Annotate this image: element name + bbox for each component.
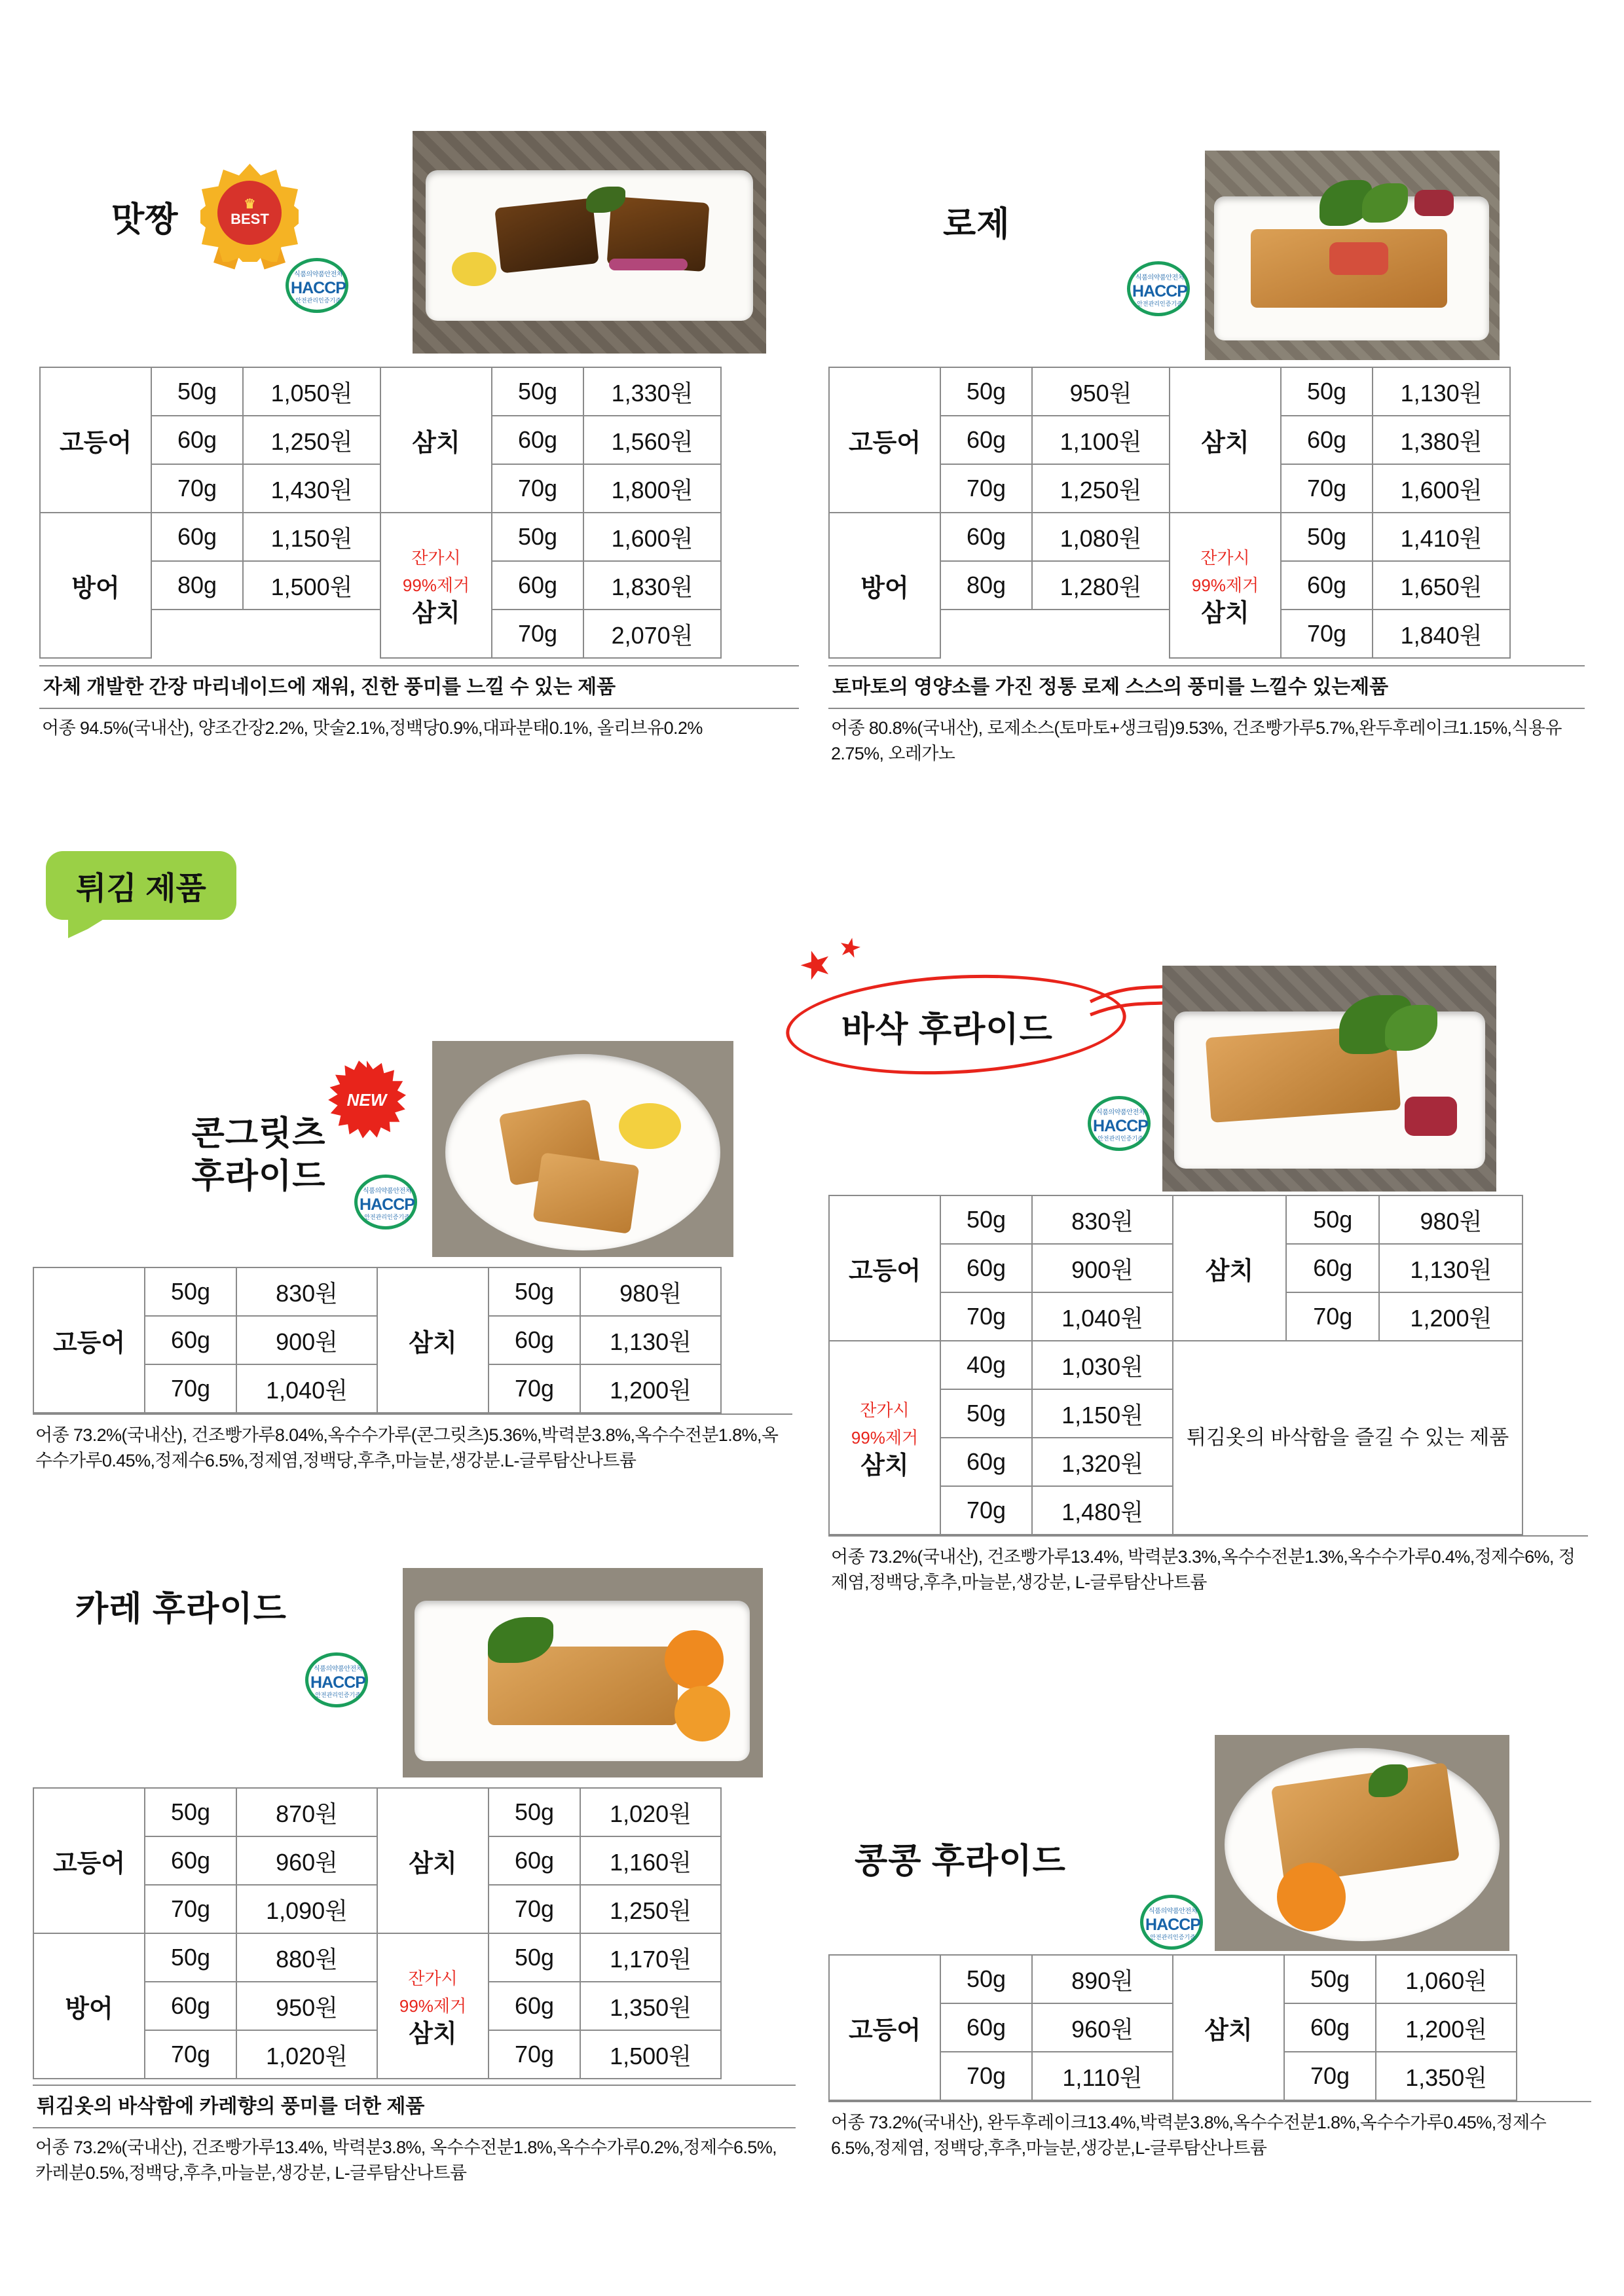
rose-cutlet-plate-photo [1205, 151, 1500, 360]
price-table: 고등어 50g 950원 삼치 50g 1,130원 60g 1,100원 60g 1,380원 70g 1,250원 70g 1,600원 방어 60g 1,080원 잔가시 99%제거 삼치 50g 1,410원 80g 1,280원 60g 1,650원 70g 1,840원 [828, 367, 1511, 659]
price-table: 고등어 50g 870원 삼치 50g 1,020원 60g 960원 60g 1,160원 70g 1,090원 70g 1,250원 방어 50g 880원 잔가시 99%제거 삼치 50g 1,170원 60g 950원 60g 1,350원 70g 1,020원 70g 1,500원 [33, 1787, 722, 2079]
best-badge [200, 164, 299, 268]
product-ingredients: 어종 80.8%(국내산), 로제소스(토마토+생크림)9.53%, 건조빵가루5.7%,완두후레이크1.15%,식용유2.75%, 오레가노 [831, 718, 1562, 764]
product-rose-table [828, 367, 1585, 767]
product-title: 바삭 후라이드 [841, 1011, 1053, 1049]
remove-bone-note: 잔가시 99%제거 삼치 [1191, 548, 1259, 628]
price-table: 고등어 50g 830원 삼치 50g 980원 60g 900원 60g 1,130원 70g 1,040원 70g 1,200원 잔가시 99%제거 삼치 40g 1,030원 튀김옷의 바삭함을 즐길 수 있는 제품 50g 1,150원 60g 1,320원 70g 1,480원 [828, 1195, 1523, 1535]
basak-fried-plate-photo [1162, 966, 1496, 1192]
product-corn-grits-table [33, 1267, 792, 1474]
star-icon: ★ [835, 931, 865, 965]
crown-icon: ♛ [244, 197, 256, 211]
product-matjjang-header [111, 164, 299, 268]
product-kongkong-header [855, 1833, 1066, 1882]
product-ingredients: 어종 94.5%(국내산), 양조간장2.2%, 맛술2.1%,정백당0.9%,대파분태0.1%, 올리브유0.2% [42, 718, 703, 738]
product-title: 맛짱 [111, 200, 179, 239]
remove-bone-note: 잔가시 99%제거 삼치 [399, 1969, 467, 2049]
fish-note-cell [380, 513, 492, 658]
product-kongkong-table [828, 1954, 1591, 2161]
haccp-seal-icon: 식품의약품안전처 HACCP 안전관리인증기준 [350, 1172, 424, 1232]
price-table: 고등어 50g 830원 삼치 50g 980원 60g 900원 60g 1,130원 70g 1,040원 70g 1,200원 [33, 1267, 722, 1413]
haccp-seal-icon: 식품의약품안전처 HACCP 안전관리인증기준 [1123, 259, 1196, 319]
product-title: 로제 [943, 206, 1010, 244]
fish-note-cell [1170, 513, 1281, 658]
corn-grits-fried-plate-photo [432, 1041, 733, 1257]
product-ingredients: 어종 73.2%(국내산), 완두후레이크13.4%,박력분3.8%,옥수수전분1.8%,옥수수가루0.45%,정제수6.5%,정제염, 정백당,후추,마늘분,생강분,L-글루탐산나트륨 [828, 2101, 1591, 2161]
product-basak-table [828, 1195, 1588, 1595]
product-description-headline: 토마토의 영양소를 가진 정통 로제 스스의 풍미를 느낄수 있는제품 [828, 665, 1585, 709]
new-badge [327, 1061, 406, 1139]
curry-fried-plate-photo [403, 1568, 763, 1777]
star-icon: ★ [793, 939, 839, 991]
product-matjjang-table [39, 367, 799, 741]
haccp-seal-icon: 식품의약품안전처 HACCP 안전관리인증기준 [1136, 1892, 1209, 1952]
fish-note-cell [829, 1341, 940, 1535]
product-rose-header [943, 196, 1010, 246]
product-title: 카레 후라이드 [75, 1590, 287, 1628]
best-badge-label: BEST [231, 211, 269, 227]
haccp-seal-icon: 식품의약품안전처 HACCP 안전관리인증기준 [301, 1650, 375, 1710]
section-tab-fried [46, 851, 236, 920]
remove-bone-note: 잔가시 99%제거 삼치 [851, 1400, 919, 1480]
kongkong-fried-plate-photo [1215, 1735, 1509, 1951]
grilled-mackerel-plate-photo [413, 131, 766, 354]
remove-bone-note: 잔가시 99%제거 삼치 [402, 548, 470, 628]
product-curry-header [75, 1581, 287, 1630]
product-title: 콘그릿츠 후라이드 [191, 1115, 326, 1195]
haccp-seal-icon: 식품의약품안전처 HACCP 안전관리인증기준 [282, 255, 355, 316]
product-title: 콩콩 후라이드 [855, 1842, 1066, 1880]
price-table: 고등어 50g 1,050원 삼치 50g 1,330원 60g 1,250원 60g 1,560원 70g 1,430원 70g 1,800원 방어 60g 1,150원 잔가시 99%제거 삼치 50g 1,600원 80g 1,500원 60g 1,830원 70g 2,070원 [39, 367, 722, 659]
price-table: 고등어 50g 890원 삼치 50g 1,060원 60g 960원 60g 1,200원 70g 1,110원 70g 1,350원 [828, 1954, 1517, 2101]
fish-note-cell [377, 1933, 489, 2079]
product-description-headline: 자체 개발한 간장 마리네이드에 재워, 진한 풍미를 느낄 수 있는 제품 [39, 665, 799, 709]
product-side-note: 튀김옷의 바삭함을 즐길 수 있는 제품 [1173, 1341, 1522, 1535]
section-tab-label: 튀김 제품 [46, 851, 236, 920]
product-ingredients: 어종 73.2%(국내산), 건조빵가루13.4%, 박력분3.8%, 옥수수전분1.8%,옥수수가루0.2%,정제수6.5%, 카레분0.5%,정백당,후추,마늘분,생강분, L-글루탐산나트륨 [35, 2138, 777, 2183]
haccp-seal-icon: 식품의약품안전처 HACCP 안전관리인증기준 [1084, 1093, 1157, 1154]
product-ingredients: 어종 73.2%(국내산), 건조빵가루8.04%,옥수수가루(콘그릿츠)5.36%,박력분3.8%,옥수수전분1.8%,옥수수가루0.45%,정제수6.5%,정제염,정백당,후추,마늘분,생강분.L-글루탐산나트륨 [33, 1413, 792, 1474]
product-ingredients: 어종 73.2%(국내산), 건조빵가루13.4%, 박력분3.3%,옥수수전분1.3%,옥수수가루0.4%,정제수6%, 정제염,정백당,후추,마늘분,생강분, L-글루탐산나트륨 [828, 1535, 1588, 1595]
new-badge-label: NEW [346, 1089, 387, 1110]
product-description-headline: 튀김옷의 바삭함에 카레향의 풍미를 더한 제품 [33, 2085, 796, 2128]
product-curry-table [33, 1787, 796, 2186]
